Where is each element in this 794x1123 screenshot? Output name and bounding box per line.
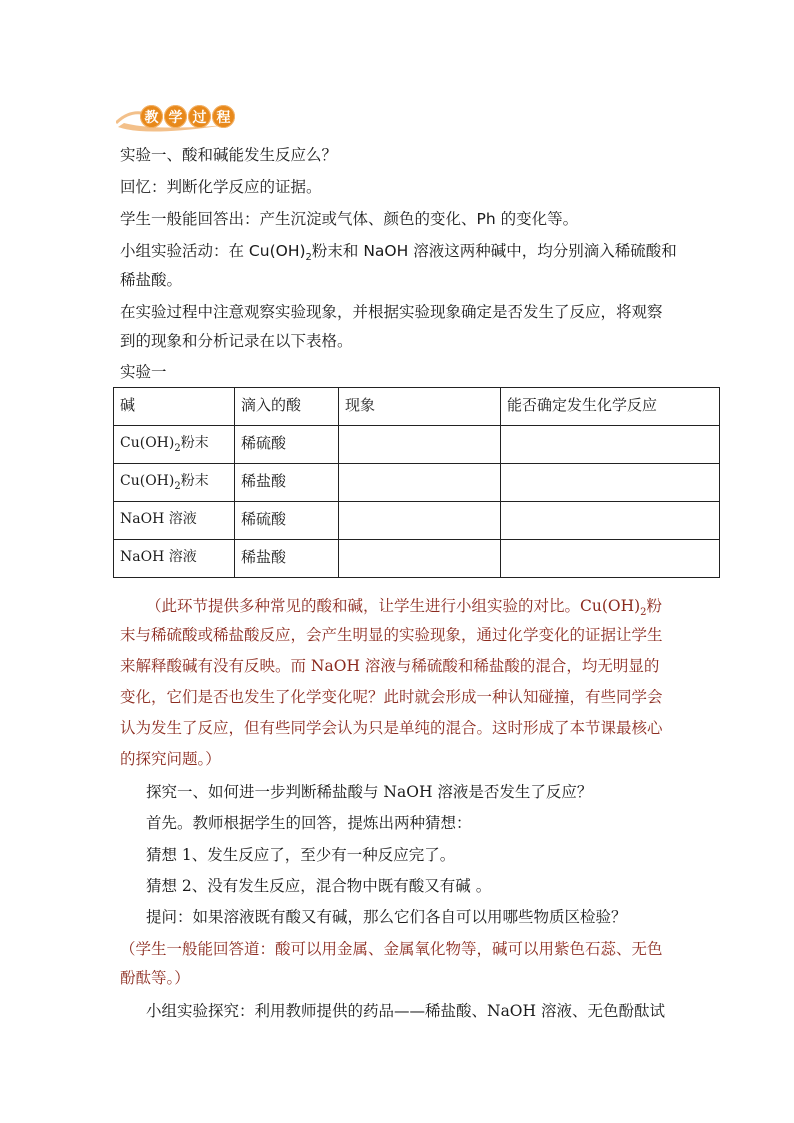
- subscript: 2: [174, 442, 181, 454]
- table-header-cell: 能否确定发生化学反应: [501, 388, 720, 426]
- base-cell: [114, 464, 235, 502]
- commentary-line-2: 末与稀硫酸或稀盐酸反应，会产生明显的实验现象，通过化学变化的证据让学生: [120, 626, 663, 644]
- badge-char: 学: [164, 105, 187, 128]
- phenomenon-cell: [339, 426, 501, 464]
- subscript: 2: [640, 607, 647, 619]
- conclusion-cell: [501, 426, 720, 464]
- student-answer-text: 学生一般能回答出：产生沉淀或气体、颜色的变化、Ph 的变化等。: [120, 210, 579, 228]
- conclusion-cell: [501, 540, 720, 578]
- acid-cell: 稀盐酸: [235, 540, 339, 578]
- phenomenon-cell: [339, 540, 501, 578]
- phenomenon-cell: [339, 464, 501, 502]
- activity-part-b: 粉末和 NaOH 溶液这两种碱中，均分别滴入稀硫酸和: [311, 242, 677, 260]
- group-experiment-text: 小组实验探究：利用教师提供的药品——稀盐酸、NaOH 溶液、无色酚酞试: [146, 1002, 665, 1020]
- base-cell: [114, 540, 235, 578]
- recall-text: 回忆：判断化学反应的证据。: [120, 178, 322, 196]
- table-row: [114, 540, 720, 578]
- table-header-row: [114, 388, 720, 426]
- acid-cell: 稀盐酸: [235, 464, 339, 502]
- note-line-1: 在实验过程中注意观察实验现象，并根据实验现象确定是否发生了反应，将观察: [120, 303, 663, 321]
- base-name: Cu(OH): [120, 435, 175, 451]
- experiment-table: [113, 387, 720, 578]
- inquiry-first: 首先。教师根据学生的回答，提炼出两种猜想：: [146, 814, 472, 832]
- base-cell: [114, 426, 235, 464]
- base-tail: 粉末: [180, 435, 209, 451]
- badge-char: 程: [212, 105, 235, 128]
- base-name: NaOH 溶液: [120, 511, 197, 527]
- section-badge: [116, 101, 236, 135]
- table-row: [114, 464, 720, 502]
- commentary-line-6: 的探究问题。）: [120, 750, 221, 768]
- table-header-cell: 现象: [339, 388, 501, 426]
- table-row: [114, 426, 720, 464]
- activity-text-cont: 稀盐酸。: [120, 271, 183, 289]
- note-line-2: 到的现象和分析记录在以下表格。: [120, 332, 353, 350]
- commentary-line-1: [146, 596, 706, 619]
- activity-text: [120, 241, 680, 264]
- inquiry-title: 探究一、如何进一步判断稀盐酸与 NaOH 溶液是否发生了反应？: [146, 783, 593, 801]
- table-header-cell: 碱: [114, 388, 235, 426]
- commentary-part: （此环节提供多种常见的酸和碱，让学生进行小组实验的对比。Cu(OH): [146, 597, 641, 615]
- acid-cell: 稀硫酸: [235, 502, 339, 540]
- acid-cell: 稀硫酸: [235, 426, 339, 464]
- answer-line-1: （学生一般能回答道：酸可以用金属、金属氧化物等，碱可以用紫色石蕊、无色: [120, 940, 663, 958]
- subscript: 2: [174, 480, 181, 492]
- commentary-line-3: 来解释酸碱有没有反映。而 NaOH 溶液与稀硫酸和稀盐酸的混合，均无明显的: [120, 657, 660, 675]
- commentary-line-4: 变化，它们是否也发生了化学变化呢？此时就会形成一种认知碰撞，有些同学会: [120, 688, 663, 706]
- table-row: [114, 502, 720, 540]
- table-caption: 实验一: [120, 363, 167, 381]
- guess-1: 猜想 1、发生反应了，至少有一种反应完了。: [146, 846, 456, 864]
- conclusion-cell: [501, 464, 720, 502]
- badge-char: 教: [140, 105, 163, 128]
- commentary-part: 粉: [646, 597, 663, 615]
- base-cell: [114, 502, 235, 540]
- answer-line-2: 酚酞等。）: [120, 969, 190, 987]
- base-tail: 粉末: [180, 473, 209, 489]
- experiment-title: 实验一、酸和碱能发生反应么？: [120, 146, 338, 164]
- table-header-cell: 滴入的酸: [235, 388, 339, 426]
- activity-part-a: 小组实验活动：在 Cu(OH): [120, 242, 306, 260]
- question-text: 提问：如果溶液既有酸又有碱，那么它们各自可以用哪些物质区检验？: [146, 908, 627, 926]
- phenomenon-cell: [339, 502, 501, 540]
- subscript: 2: [305, 252, 312, 264]
- base-name: Cu(OH): [120, 473, 175, 489]
- guess-2: 猜想 2、没有发生反应，混合物中既有酸又有碱 。: [146, 877, 492, 895]
- commentary-line-5: 认为发生了反应，但有些同学会认为只是单纯的混合。这时形成了本节课最核心: [120, 719, 663, 737]
- conclusion-cell: [501, 502, 720, 540]
- base-name: NaOH 溶液: [120, 549, 197, 565]
- badge-char: 过: [188, 105, 211, 128]
